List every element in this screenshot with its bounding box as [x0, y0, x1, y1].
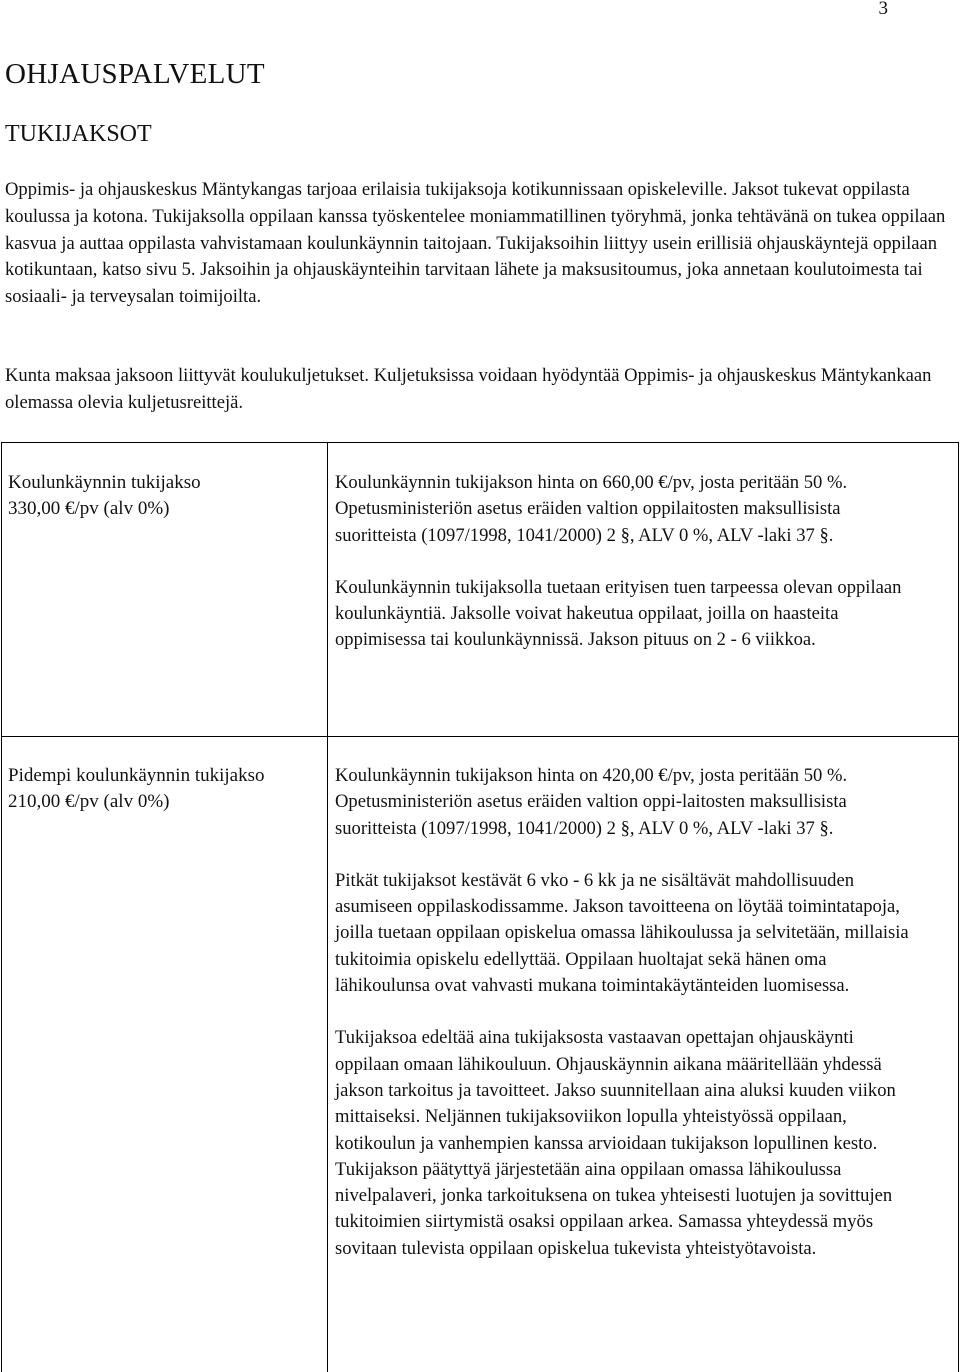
page-title: OHJAUSPALVELUT: [5, 58, 265, 90]
price-paragraph: Koulunkäynnin tukijakson hinta on 660,00 €/pv, josta peritään 50 %. Opetusministeriön asetus eräiden valtion oppilaitosten maksullisista suoritteista (1097/1998, 1041/2000) 2 §, ALV 0 %, ALV -laki 37 §.: [335, 472, 848, 546]
description-paragraph: Koulunkäynnin tukijaksolla tuetaan erityisen tuen tarpeessa olevan oppilaan koulunkäyntiä. Jaksolle voivat hakeutua oppilaat, joilla on haasteita oppimisessa tai koulunkäynnissä. Jakson pituus on 2 - 6 viikkoa.: [335, 576, 902, 651]
table-row-description: [335, 470, 915, 654]
table-column-divider: [327, 442, 328, 1372]
table-row-divider: [1, 736, 959, 737]
intro-paragraph: Oppimis- ja ohjauskeskus Mäntykangas tarjoaa erilaisia tukijaksoja kotikunnissaan opiskeleville. Jaksot tukevat oppilasta koulussa ja kotona. Tukijaksolla oppilaan kanssa työskentelee moniammatillinen työryhmä, jonka tehtävänä on tukea oppilaan kasvua ja auttaa oppilasta vahvistamaan koulunkäynnin taitojaan. Tukijaksoihin liittyy usein erillisiä ohjauskäyntejä oppilaan kotikuntaan, katso sivu 5. Jaksoihin ja ohjauskäynteihin tarvitaan lähete ja maksusitoumus, joka annetaan koulutoimesta tai sosiaali- ja terveysalan toimijoilta.: [5, 179, 946, 308]
table-border-top: [1, 442, 959, 443]
service-name: Pidempi koulunkäynnin tukijakso: [8, 765, 265, 786]
transport-paragraph: Kunta maksaa jaksoon liittyvät koulukuljetukset. Kuljetuksissa voidaan hyödyntää Oppimis- ja ohjauskeskus Mäntykankaan olemassa olevia kuljetusreittejä.: [5, 365, 932, 413]
table-row-description: [335, 763, 915, 1262]
table-row-title: [8, 470, 308, 522]
table-row-title: [8, 763, 268, 815]
service-price: 210,00 €/pv (alv 0%): [8, 791, 170, 812]
page-number: 3: [878, 0, 888, 19]
service-price: 330,00 €/pv (alv 0%): [8, 498, 170, 519]
price-paragraph: Koulunkäynnin tukijakson hinta on 420,00 €/pv, josta peritään 50 %. Opetusministeriön asetus eräiden valtion oppi-laitosten maksullisista suoritteista (1097/1998, 1041/2000) 2 §, ALV 0 %, ALV -laki 37 §.: [335, 765, 848, 839]
table-border-left: [1, 442, 2, 1372]
process-paragraph: Tukijaksoa edeltää aina tukijaksosta vastaavan opettajan ohjauskäynti oppilaan omaan lähikouluun. Ohjauskäynnin aikana määritellään yhdessä jakson tarkoitus ja tavoitteet. Jakso suunnitellaan aina aluksi kuuden viikon mittaiseksi. Neljännen tukijaksoviikon lopulla yhteistyössä oppilaan, kotikoulun ja vanhempien kanssa arvioidaan tukijakson lopullinen kesto. Tukijakson päätyttyä järjestetään aina oppilaan omassa lähikoulussa nivelpalaveri, jonka tarkoituksena on tukea yhteisesti luotujen ja sovittujen tukitoimien siirtymistä osaksi oppilaan arkea. Samassa yhteydessä myös sovitaan tulevista oppilaan opiskelua tukevista yhteistyötavoista.: [335, 1027, 896, 1259]
description-paragraph: Pitkät tukijaksot kestävät 6 vko - 6 kk ja ne sisältävät mahdollisuuden asumiseen oppilaskodissamme. Jakson tavoitteena on löytää toimintatapoja, joilla tuetaan oppilaan opiskelua omassa lähikoulussa ja selvitetään, millaisia tukitoimia opiskelu edellyttää. Oppilaan huoltajat sekä hänen oma lähikoulunsa ovat vahvasti mukana toimintakäytänteiden luomisessa.: [335, 869, 909, 997]
table-border-right: [958, 442, 959, 1372]
service-name: Koulunkäynnin tukijakso: [8, 472, 201, 493]
section-title: TUKIJAKSOT: [5, 121, 152, 147]
